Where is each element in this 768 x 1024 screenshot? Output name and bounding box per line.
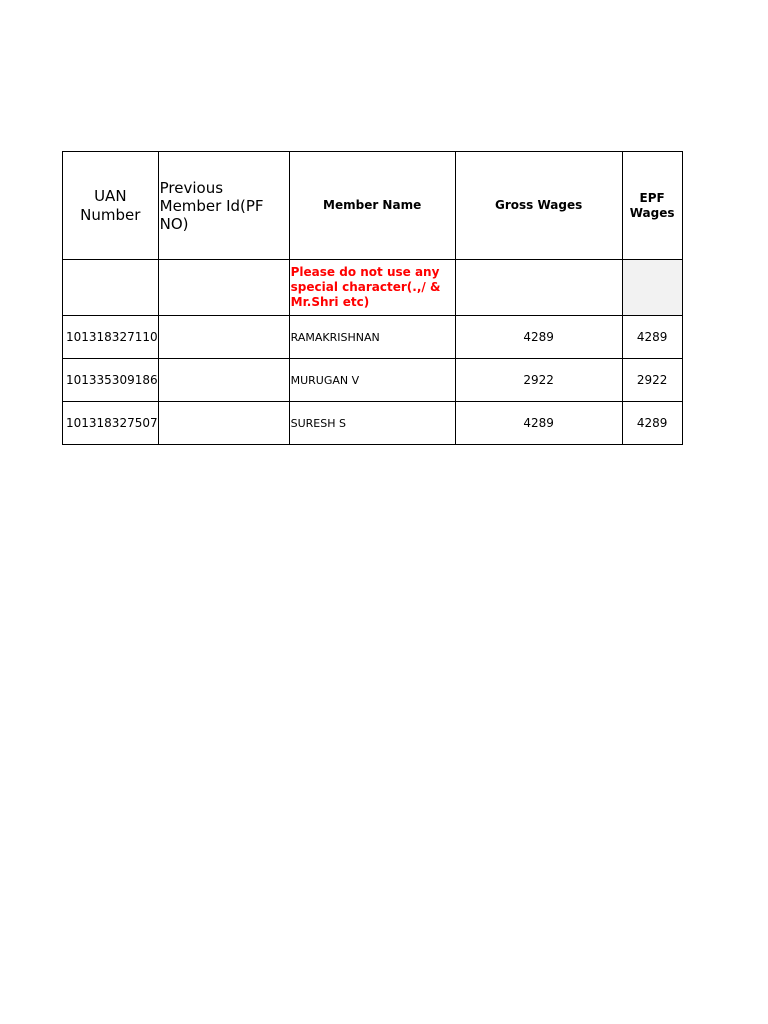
member-name-cell: RAMAKRISHNAN: [289, 316, 455, 359]
header-epf-line2: Wages: [629, 205, 675, 220]
previous-id-cell: [158, 316, 289, 359]
table-row: [63, 316, 683, 359]
header-epf-wages: [622, 152, 682, 260]
epf-wages-cell: 2922: [622, 359, 682, 402]
gross-wages-cell: 4289: [455, 402, 622, 445]
header-row: [63, 152, 683, 260]
header-previous-member-id: Previous Member Id(PF NO): [158, 152, 289, 260]
header-member-name: Member Name: [289, 152, 455, 260]
header-uan-number: [63, 152, 159, 260]
header-uan-line2: Number: [80, 205, 141, 224]
epf-wages-cell: 4289: [622, 316, 682, 359]
note-empty-cell: [455, 260, 622, 316]
table-row: [63, 402, 683, 445]
gross-wages-cell: 2922: [455, 359, 622, 402]
header-gross-wages: Gross Wages: [455, 152, 622, 260]
previous-id-cell: [158, 359, 289, 402]
uan-cell: 101318327110: [63, 316, 159, 359]
note-shaded-cell: [622, 260, 682, 316]
uan-cell: 101335309186: [63, 359, 159, 402]
note-row: [63, 260, 683, 316]
special-character-warning: Please do not use any special character(.,/ & Mr.Shri etc): [289, 260, 455, 316]
gross-wages-cell: 4289: [455, 316, 622, 359]
uan-cell: 101318327507: [63, 402, 159, 445]
table-row: [63, 359, 683, 402]
note-empty-cell: [63, 260, 159, 316]
member-name-cell: SURESH S: [289, 402, 455, 445]
epf-wages-cell: 4289: [622, 402, 682, 445]
note-empty-cell: [158, 260, 289, 316]
header-uan-line1: UAN: [94, 186, 127, 205]
member-name-cell: MURUGAN V: [289, 359, 455, 402]
previous-id-cell: [158, 402, 289, 445]
header-epf-line1: EPF: [639, 190, 665, 205]
member-wages-table: [62, 151, 683, 445]
